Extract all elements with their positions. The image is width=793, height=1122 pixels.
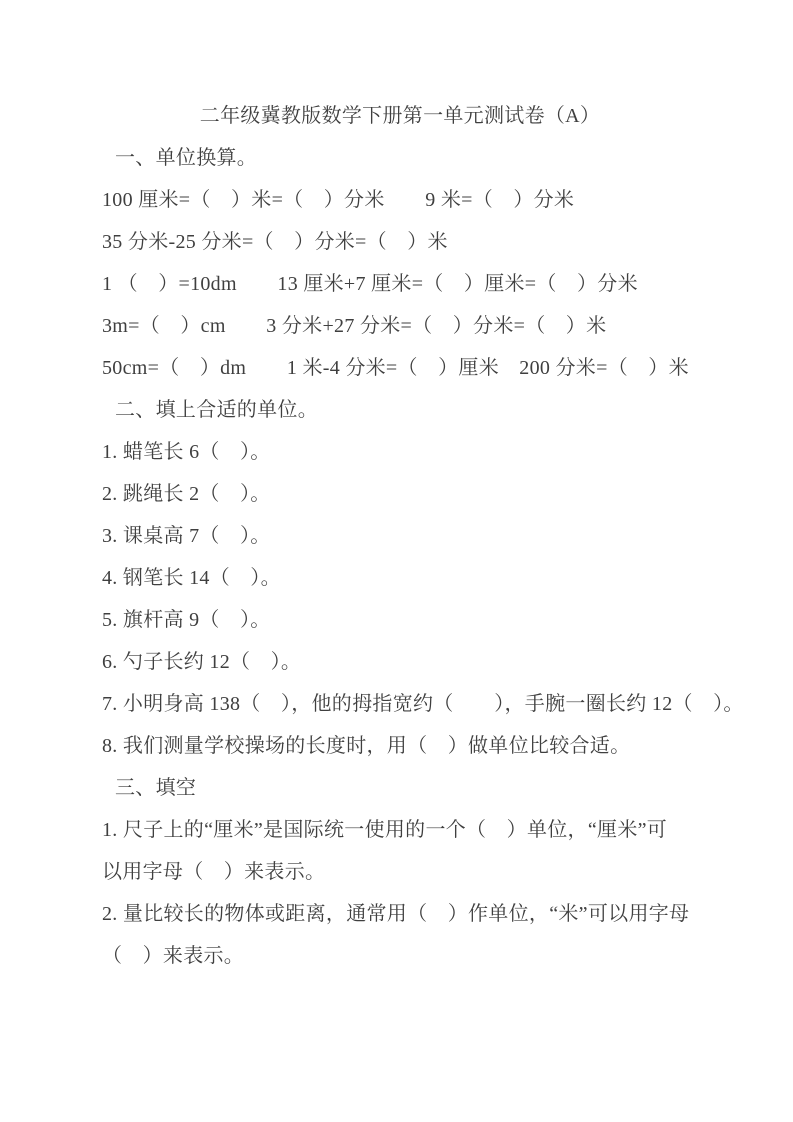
fill-unit-item: 4. 钢笔长 14（ ）。: [102, 567, 281, 589]
fill-unit-item: 8. 我们测量学校操场的长度时，用（ ）做单位比较合适。: [102, 735, 631, 757]
unit-conversion-line: 100 厘米=（ ）米=（ ）分米 9 米=（ ）分米: [102, 189, 575, 211]
fill-blank-line: 2. 量比较长的物体或距离，通常用（ ）作单位，“米”可以用字母: [102, 903, 690, 925]
section-1-heading: 一、单位换算。: [115, 147, 258, 169]
section-2-heading: 二、填上合适的单位。: [115, 399, 318, 421]
fill-unit-item: 2. 跳绳长 2（ ）。: [102, 483, 271, 505]
fill-blank-line: （ ）来表示。: [102, 945, 245, 967]
section-3-heading: 三、填空: [115, 777, 197, 799]
unit-conversion-line: 3m=（ ）cm 3 分米+27 分米=（ ）分米=（ ）米: [102, 315, 607, 337]
unit-conversion-line: 35 分米-25 分米=（ ）分米=（ ）米: [102, 231, 448, 253]
fill-unit-item: 1. 蜡笔长 6（ ）。: [102, 441, 271, 463]
fill-blank-line: 1. 尺子上的“厘米”是国际统一使用的一个（ ）单位，“厘米”可: [102, 819, 668, 841]
unit-conversion-line: 50cm=（ ）dm 1 米-4 分米=（ ）厘米 200 分米=（ ）米: [102, 357, 689, 379]
document-title: 二年级冀教版数学下册第一单元测试卷（A）: [199, 105, 601, 127]
fill-unit-item: 7. 小明身高 138（ ），他的拇指宽约（ ），手腕一圈长约 12（ ）。: [102, 693, 744, 715]
fill-unit-item: 5. 旗杆高 9（ ）。: [102, 609, 271, 631]
fill-unit-item: 3. 课桌高 7（ ）。: [102, 525, 271, 547]
fill-unit-item: 6. 勺子长约 12（ ）。: [102, 651, 302, 673]
unit-conversion-line: 1 （ ）=10dm 13 厘米+7 厘米=（ ）厘米=（ ）分米: [102, 273, 638, 295]
fill-blank-line: 以用字母（ ）来表示。: [102, 861, 326, 883]
